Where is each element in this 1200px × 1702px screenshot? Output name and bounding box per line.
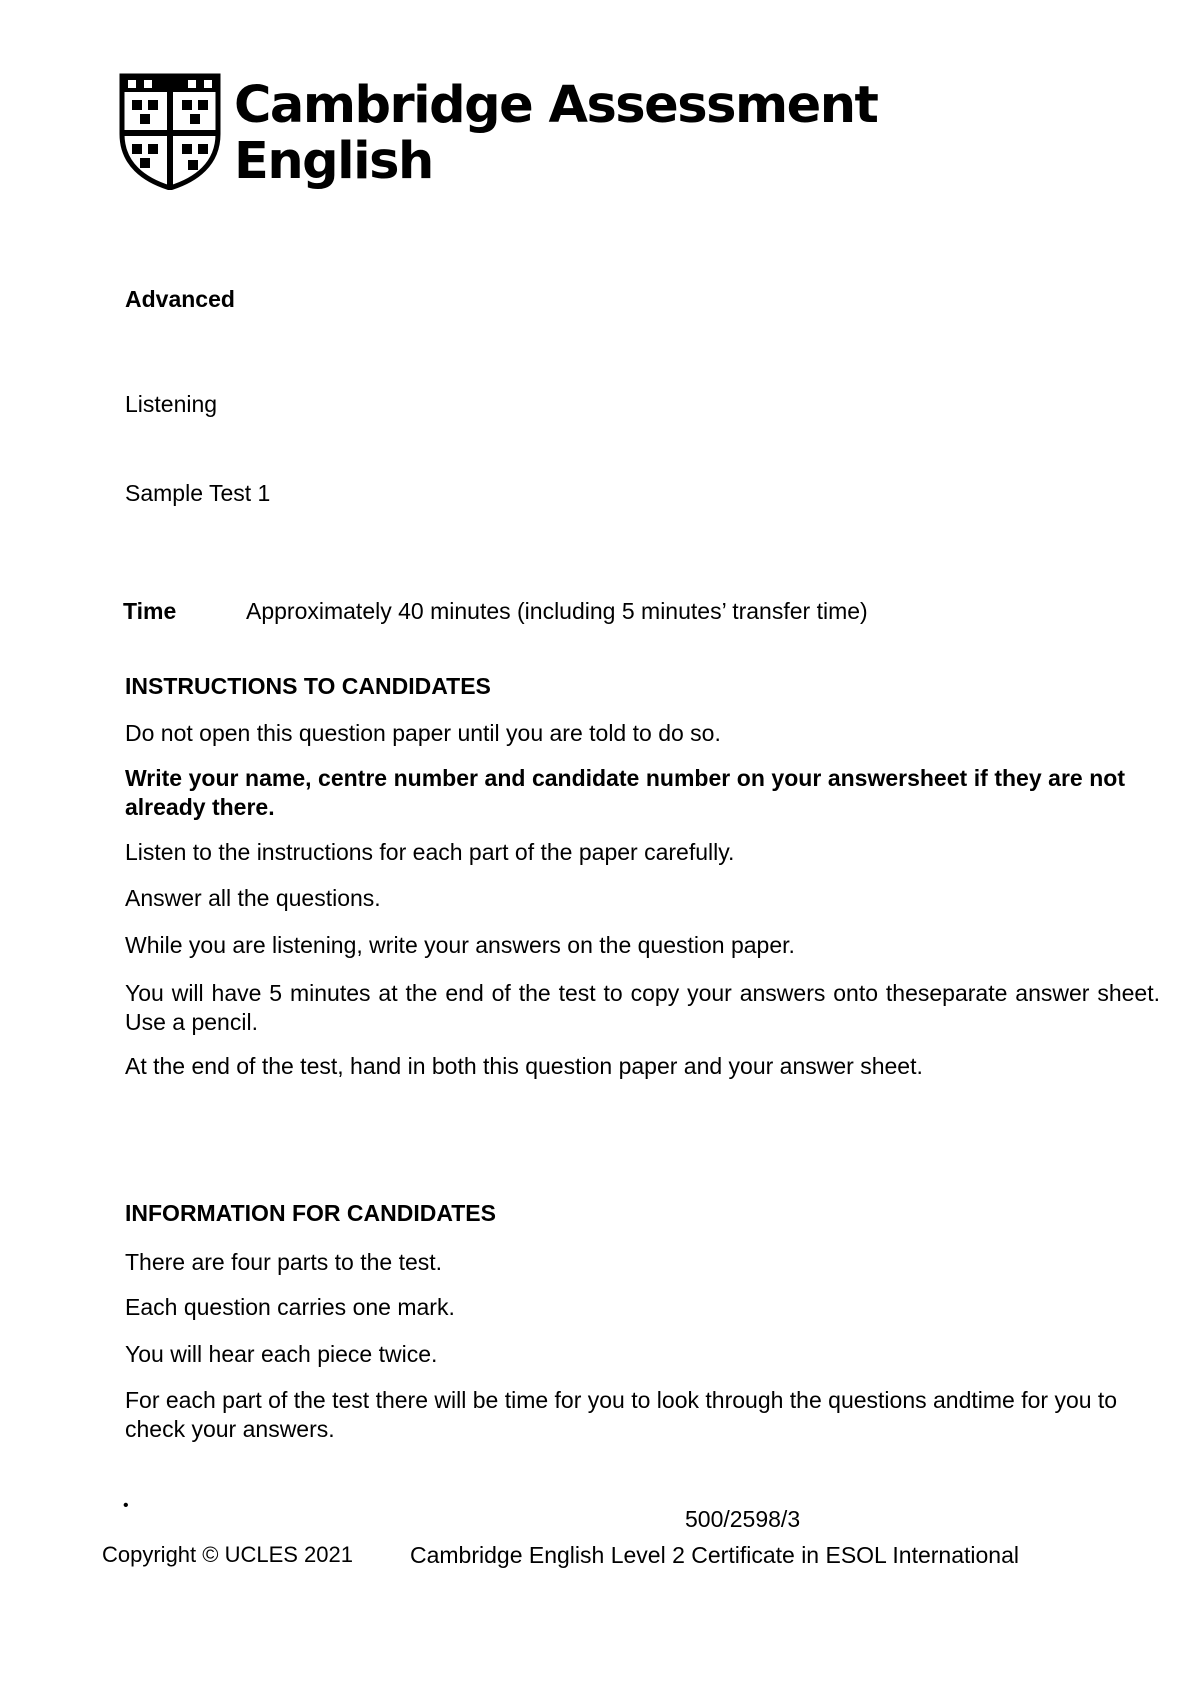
exam-test: Sample Test 1	[125, 480, 271, 506]
information-item: There are four parts to the test.	[125, 1249, 443, 1275]
exam-level: Advanced	[125, 286, 235, 312]
instruction-item: While you are listening, write your answers on the question paper.	[125, 932, 795, 958]
time-label: Time	[123, 598, 177, 624]
university-crest-icon	[118, 72, 222, 190]
information-item: You will hear each piece twice.	[125, 1341, 438, 1367]
footer-code: 500/2598/3	[685, 1506, 801, 1532]
brand-subname: English	[234, 132, 433, 191]
time-value: Approximately 40 minutes (including 5 minutes’ transfer time)	[246, 598, 868, 624]
instruction-item: Do not open this question paper until you are told to do so.	[125, 720, 721, 746]
exam-paper: Listening	[125, 391, 218, 417]
instruction-item: You will have 5 minutes at the end of the test to copy your answers onto theseparate answer sheet. Use a pencil.	[125, 980, 1160, 1035]
instruction-item: Write your name, centre number and candidate number on your answersheet if they are not already there.	[125, 765, 1125, 820]
footer-certificate: Cambridge English Level 2 Certificate in ESOL International	[410, 1542, 1019, 1568]
instruction-item: Answer all the questions.	[125, 885, 381, 911]
information-item: For each part of the test there will be time for you to look through the questions andtime for you to check your answers.	[125, 1387, 1118, 1442]
brand-name: Cambridge Assessment	[234, 76, 878, 135]
cambridge-logo	[118, 72, 878, 192]
instructions-heading: INSTRUCTIONS TO CANDIDATES	[125, 673, 491, 699]
footer-copyright: Copyright © UCLES 2021	[102, 1542, 354, 1567]
instruction-item: At the end of the test, hand in both this question paper and your answer sheet.	[125, 1053, 923, 1079]
footer-mark: •	[123, 1497, 129, 1514]
information-item: Each question carries one mark.	[125, 1294, 455, 1320]
information-heading: INFORMATION FOR CANDIDATES	[125, 1200, 496, 1226]
instruction-item: Listen to the instructions for each part of the paper carefully.	[125, 839, 735, 865]
